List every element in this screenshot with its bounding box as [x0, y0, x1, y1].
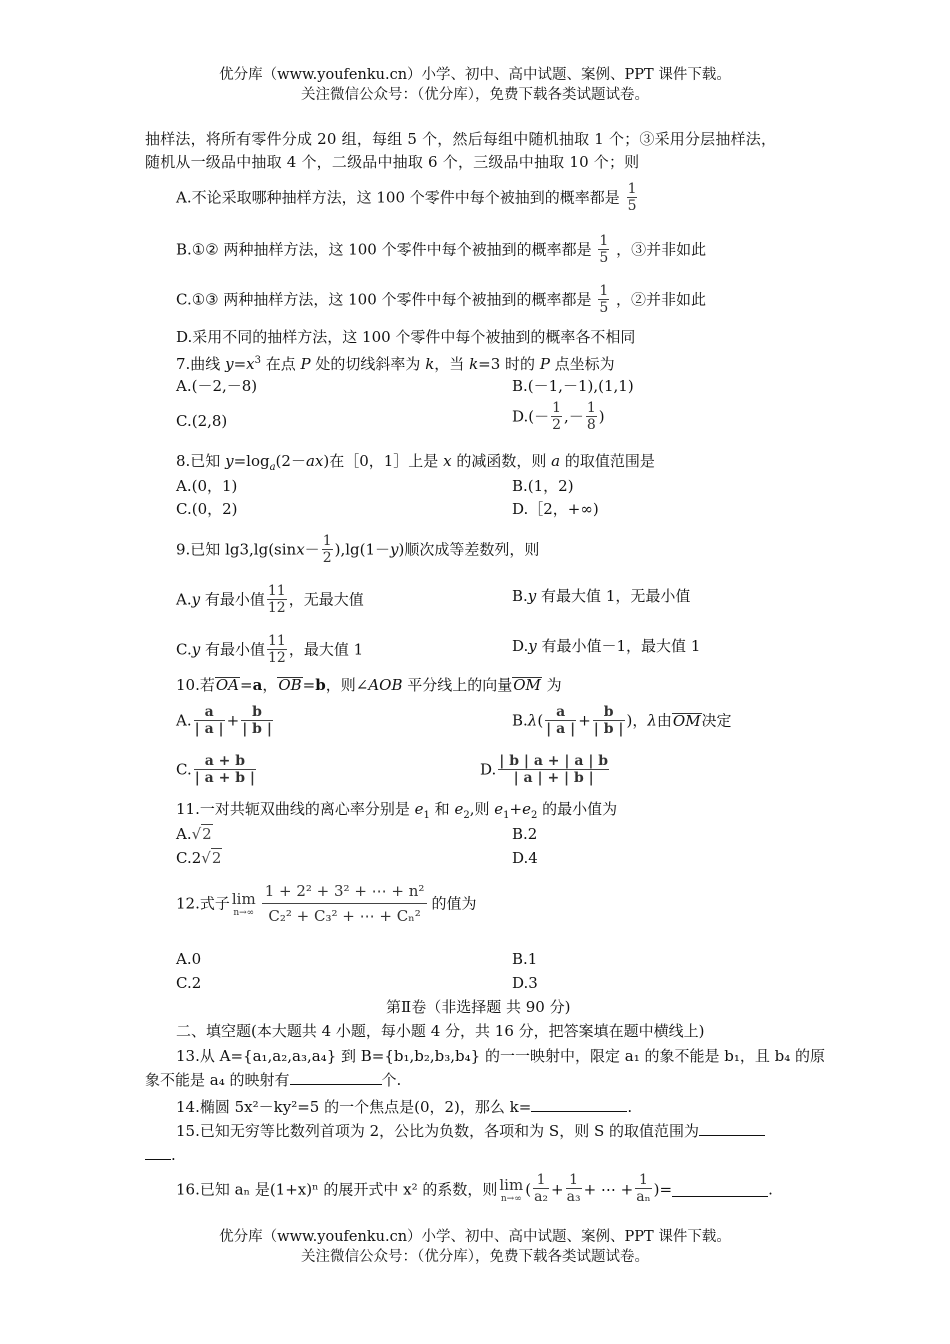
q12-option-c: C.2: [176, 974, 202, 992]
q8-option-d: D.［2，+∞): [512, 500, 599, 518]
sqrt-2: √2: [201, 849, 222, 867]
q16-frac-a2: $\frac{1}{\text{a₂}}$: [534, 1172, 549, 1205]
q8-option-a: A.(0，1): [176, 477, 238, 495]
q9-option-a: A.y 有最小值 $\frac{11}{12}$ ，无最大值: [176, 583, 364, 616]
q12-fraction: $\frac{\text{1 + 2² + 3² + ⋯ + n²}}{\text{C₂² + C₃² + ⋯ + Cₙ²}}$: [262, 881, 428, 926]
sqrt-2: √2: [191, 825, 212, 843]
page-header-line2: 关注微信公众号：（优分库），免费下载各类试题试卷。: [301, 87, 649, 103]
q7-d-fraction-half: $\frac{1}{2}$: [552, 400, 562, 433]
vector-ob: OB: [278, 676, 302, 694]
q14-answer-blank[interactable]: [531, 1097, 627, 1112]
q9-stem: 9.已知 lg3,lg(sinx－ $\frac{1}{2}$ ),lg(1－y)顺次成等差数列，则: [176, 533, 540, 566]
q16-line: 16.已知 aₙ 是(1+x)ⁿ 的展开式中 x² 的系数，则 lim n→∞ ( $\frac{1}{\text{a₂}}$ + $\frac{1}{\text{a₃}}$ + ⋯ + $\frac{1}{\text{aₙ}}$ )= .: [176, 1172, 773, 1205]
q15-answer-blank[interactable]: [699, 1121, 765, 1136]
q15-answer-blank-cont[interactable]: [145, 1145, 171, 1160]
q13-line2: 象不能是 a₄ 的映射有 个.: [145, 1071, 402, 1089]
q12-stem: 12.式子 lim n→∞ $\frac{\text{1 + 2² + 3² + ⋯ + n²}}{\text{C₂² + C₃² + ⋯ + Cₙ²}}$ 的值为: [176, 882, 477, 925]
q6-option-b: [176, 234, 706, 267]
q10-option-c: C. $\frac{a + b}{| a + b |}$: [176, 753, 255, 786]
q10-c-frac: $\frac{a + b}{| a + b |}$: [194, 753, 255, 786]
q10-option-a: A. $\frac{a}{| a |}$ + $\frac{b}{| b |}$: [176, 704, 272, 737]
q12-option-d: D.3: [512, 974, 538, 992]
q6-option-a-text: A.不论采取哪种抽样方法，这 100 个零件中每个被抽到的概率都是: [176, 188, 620, 207]
q11-option-a: A.√2: [176, 825, 212, 843]
q10-a-frac-b: $\frac{b}{| b |}$: [242, 704, 272, 737]
q6-option-c: [176, 284, 706, 317]
q9-a-fraction: $\frac{11}{12}$: [267, 583, 286, 616]
q6-fraction-one-fifth: $\frac{1}{5}$: [627, 181, 637, 214]
q6-option-c-tail: ，②并非如此: [616, 290, 707, 309]
q13-line1: 13.从 A={a₁,a₂,a₃,a₄} 到 B={b₁,b₂,b₃,b₄} 的一一映射中，限定 a₁ 的象不能是 b₁，且 b₄ 的原: [176, 1047, 826, 1065]
q6-continuation-line1: 抽样法，将所有零件分成 20 组，每组 5 个，然后每组中随机抽取 1 个；③采用分层抽样法，: [145, 130, 777, 148]
q9-fraction-half: $\frac{1}{2}$: [322, 533, 332, 566]
q10-b-frac-b: $\frac{b}{| b |}$: [593, 704, 624, 737]
page-footer-line1: 优分库（www.youfenku.cn）小学、初中、高中试题、案例、PPT 课件下载。: [219, 1229, 731, 1245]
q10-option-d: D. $\frac{| b | a + | a | b}{| a | + | b |}$: [480, 753, 609, 786]
q9-c-fraction: $\frac{11}{12}$: [267, 633, 286, 666]
q7-option-d: D.(－ $\frac{1}{2}$ ,－ $\frac{1}{8}$ ): [512, 400, 605, 433]
q10-option-b: B.λ( $\frac{a}{| a |}$ + $\frac{b}{| b |}$ )，λ由OM决定: [512, 704, 732, 737]
q12-limit: lim n→∞: [231, 889, 256, 918]
q7-d-fraction-eighth: $\frac{1}{8}$: [586, 400, 596, 433]
q11-option-c: C.2√2: [176, 849, 222, 867]
q12-option-b: B.1: [512, 950, 538, 968]
q7-option-b: B.(－1,－1),(1,1): [512, 377, 634, 395]
q10-b-frac-a: $\frac{a}{| a |}$: [546, 704, 576, 737]
q8-stem: 8.已知 $y=\log_a(2-ax)$在［0，1］上是 x 的减函数，则 a 的取值范围是: [176, 452, 655, 473]
q15-line2: .: [145, 1145, 176, 1165]
q10-a-frac-a: $\frac{a}{| a |}$: [194, 704, 224, 737]
q16-frac-an: $\frac{1}{\text{aₙ}}$: [636, 1172, 651, 1205]
q11-stem: 11.一对共轭双曲线的离心率分别是 $e_1$ 和 $e_2$,则 $e_1+e_2$ 的最小值为: [176, 800, 618, 821]
q8-option-b: B.(1，2): [512, 477, 574, 495]
part2-section-heading: 二、填空题(本大题共 4 小题，每小题 4 分，共 16 分，把答案填在题中横线上): [176, 1022, 705, 1040]
q11-option-d: D.4: [512, 849, 538, 867]
page-footer-line2: 关注微信公众号：（优分库），免费下载各类试题试卷。: [301, 1249, 649, 1265]
q7-option-c: C.(2,8): [176, 412, 228, 430]
q13-answer-blank[interactable]: [290, 1070, 382, 1085]
q16-limit: lim n→∞: [499, 1175, 524, 1204]
q16-frac-a3: $\frac{1}{\text{a₃}}$: [566, 1172, 581, 1205]
q15-line: 15.已知无穷等比数列首项为 2，公比为负数，各项和为 S，则 S 的取值范围为: [176, 1121, 765, 1141]
q16-answer-blank[interactable]: [672, 1182, 768, 1197]
q6-option-a: [176, 182, 639, 215]
part2-title: 第Ⅱ卷（非选择题 共 90 分): [386, 998, 571, 1016]
q6-option-b-text: B.①② 两种抽样方法，这 100 个零件中每个被抽到的概率都是: [176, 240, 592, 259]
q10-d-frac: $\frac{| b | a + | a | b}{| a | + | b |}$: [499, 753, 609, 786]
q8-option-c: C.(0，2): [176, 500, 238, 518]
q12-option-a: A.0: [176, 950, 202, 968]
vector-om: OM: [513, 676, 541, 694]
q10-stem: 10.若OA=a，OB=b，则∠AOB 平分线上的向量OM 为: [176, 676, 562, 694]
page-header-line1: 优分库（www.youfenku.cn）小学、初中、高中试题、案例、PPT 课件下载。: [219, 67, 731, 83]
q6-option-d: D.采用不同的抽样方法，这 100 个零件中每个被抽到的概率各不相同: [176, 328, 636, 346]
q9-option-d: D.y 有最小值－1，最大值 1: [512, 637, 701, 655]
q6-fraction-one-fifth: $\frac{1}{5}$: [599, 233, 609, 266]
q6-continuation-line2: 随机从一级品中抽取 4 个，二级品中抽取 6 个，三级品中抽取 10 个；则: [145, 153, 640, 171]
vector-oa: OA: [215, 676, 239, 694]
vector-om-b: OM: [672, 711, 701, 730]
q7-stem: 7.曲线 $y=x^3$ 在点 P 处的切线斜率为 k，当 k=3 时的 P 点坐标为: [176, 355, 615, 373]
q9-option-c: C.y 有最小值 $\frac{11}{12}$ ，最大值 1: [176, 633, 364, 666]
q11-option-b: B.2: [512, 825, 538, 843]
q14-line: 14.椭圆 5x²－ky²=5 的一个焦点是(0，2)，那么 k= .: [176, 1098, 633, 1116]
q9-option-b: B.y 有最大值 1，无最小值: [512, 587, 691, 605]
q6-fraction-one-fifth: $\frac{1}{5}$: [599, 283, 609, 316]
q6-option-c-text: C.①③ 两种抽样方法，这 100 个零件中每个被抽到的概率都是: [176, 290, 592, 309]
q7-option-a: A.(－2,－8): [176, 377, 258, 395]
q6-option-b-tail: ，③并非如此: [616, 240, 707, 259]
